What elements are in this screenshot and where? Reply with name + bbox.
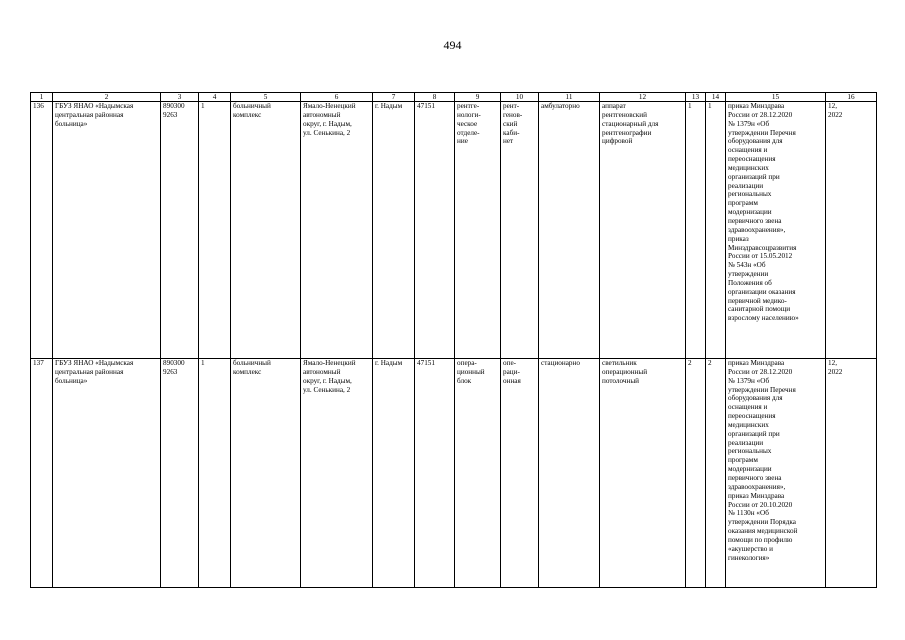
table-row	[31, 359, 877, 588]
department: рентге- нологи- ческое отделе- ние	[455, 102, 501, 359]
equipment-name: светильник операционный потолочный	[600, 359, 686, 588]
header-cell: 11	[539, 93, 600, 102]
quantity-cell: 1	[706, 102, 726, 359]
room: опе- раци- онная	[501, 359, 539, 588]
quantity-cell: 2	[686, 359, 706, 588]
header-cell: 2	[53, 93, 161, 102]
header-cell: 8	[415, 93, 455, 102]
address: Ямало-Ненецкий автономный округ, г. Надым, ул. Сенькина, 2	[301, 359, 373, 588]
header-cell: 13	[686, 93, 706, 102]
care-conditions: амбулаторно	[539, 102, 600, 359]
inn-code: 890300 9263	[161, 359, 199, 588]
header-cell: 14	[706, 93, 726, 102]
quantity-cell: 2	[706, 359, 726, 588]
header-cell: 15	[726, 93, 826, 102]
oktmo-code: 47151	[415, 102, 455, 359]
header-cell: 9	[455, 93, 501, 102]
header-cell: 4	[199, 93, 231, 102]
header-cell: 16	[826, 93, 877, 102]
table-row	[31, 102, 877, 359]
header-cell: 1	[31, 93, 53, 102]
organization-name: ГБУЗ ЯНАО «Надымская центральная районная больница»	[53, 102, 161, 359]
column-number-header-row	[31, 93, 877, 102]
room: рент- генов- ский каби- нет	[501, 102, 539, 359]
row-number: 136	[31, 102, 53, 359]
regulation-basis: приказ Минздрава России от 28.12.2020 № 1379н «Об утверждении Перечня оборудования для оснащения и переоснащения медицинских организаций при реализации региональных программ модернизации первичного звена здравоохранения», приказ Минздрава России от 20.10.2020 № 1130н «Об утверждении Порядка оказания медицинской помощи по профилю «акушерство и гинекология»	[726, 359, 826, 588]
equipment-table	[30, 92, 877, 588]
header-cell: 12	[600, 93, 686, 102]
care-conditions: стационарно	[539, 359, 600, 588]
department: опера- ционный блок	[455, 359, 501, 588]
row-number: 137	[31, 359, 53, 588]
count-cell: 1	[199, 102, 231, 359]
facility-type: больничный комплекс	[231, 102, 301, 359]
header-cell: 5	[231, 93, 301, 102]
regulation-basis: приказ Минздрава России от 28.12.2020 № 1379н «Об утверждении Перечня оборудования для оснащения и переоснащения медицинских организаций при реализации региональных программ модернизации первичного звена здравоохранения», приказ Минздравсоцразвития России от 15.05.2012 № 543н «Об утверждении Положения об организации оказания первичной медико- санитарной помощи взрослому населению»	[726, 102, 826, 359]
deadline: 12, 2022	[826, 102, 877, 359]
organization-name: ГБУЗ ЯНАО «Надымская центральная районная больница»	[53, 359, 161, 588]
facility-type: больничный комплекс	[231, 359, 301, 588]
city: г. Надым	[373, 359, 415, 588]
quantity-cell: 1	[686, 102, 706, 359]
header-cell: 7	[373, 93, 415, 102]
inn-code: 890300 9263	[161, 102, 199, 359]
count-cell: 1	[199, 359, 231, 588]
page-number: 494	[443, 38, 462, 52]
city: г. Надым	[373, 102, 415, 359]
header-cell: 3	[161, 93, 199, 102]
header-cell: 10	[501, 93, 539, 102]
deadline: 12, 2022	[826, 359, 877, 588]
equipment-name: аппарат рентгеновский стационарный для рентгенографии цифровой	[600, 102, 686, 359]
address: Ямало-Ненецкий автономный округ, г. Надым, ул. Сенькина, 2	[301, 102, 373, 359]
header-cell: 6	[301, 93, 373, 102]
oktmo-code: 47151	[415, 359, 455, 588]
